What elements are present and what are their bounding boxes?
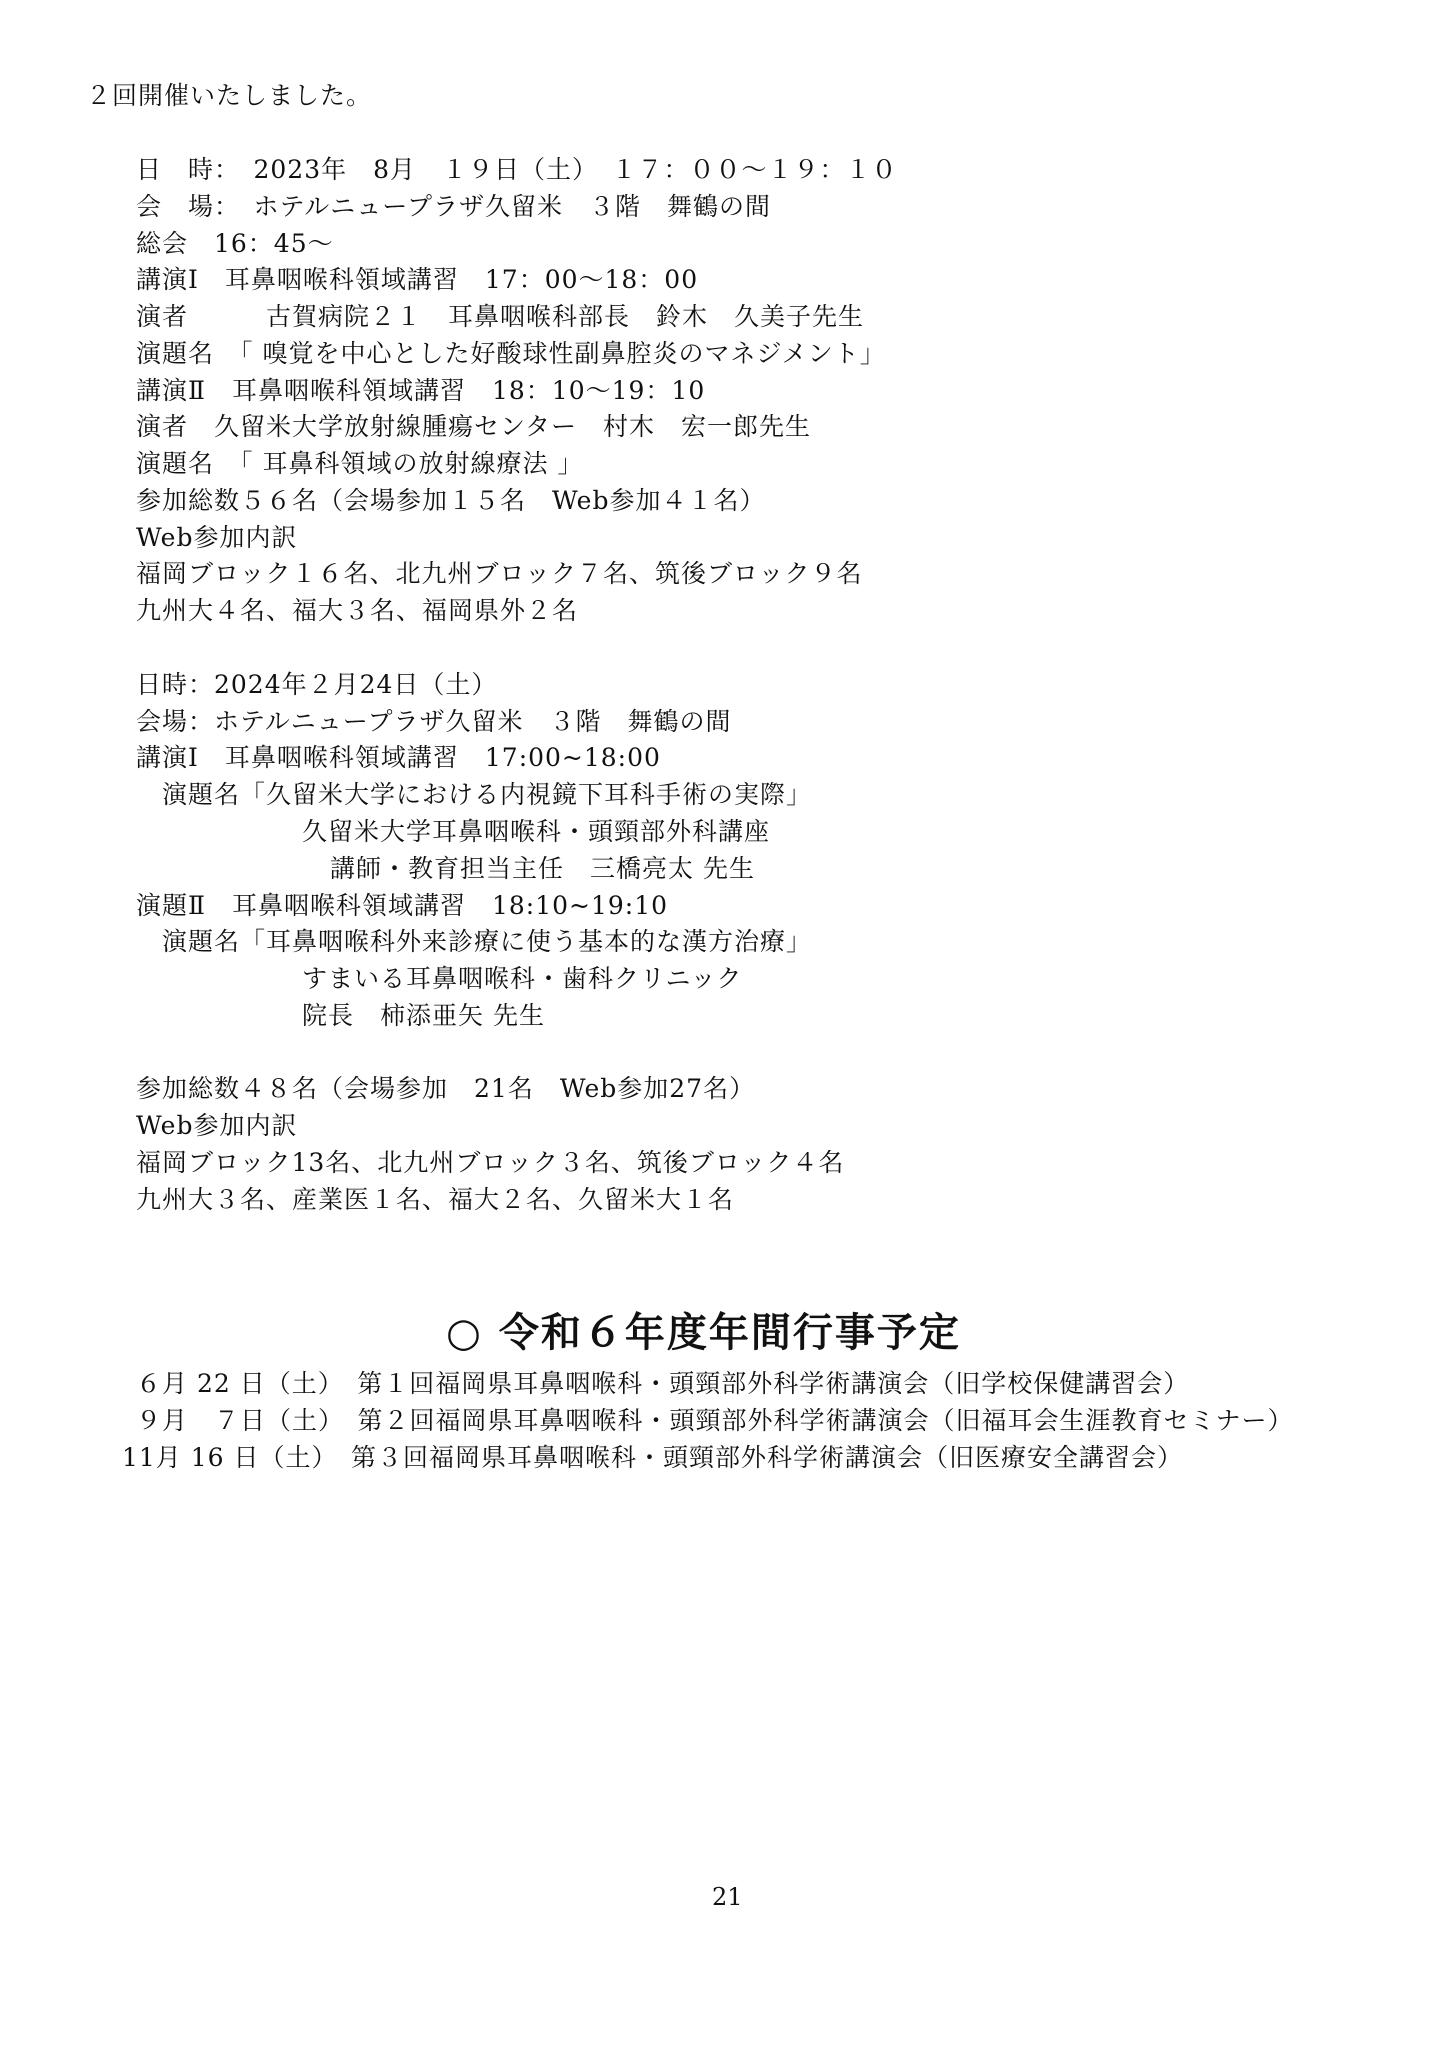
meeting1-web-breakdown-1: 福岡ブロック１６名、北九州ブロック７名、筑後ブロック９名	[136, 559, 863, 588]
schedule-item: ９月 ７日（土） 第２回福岡県耳鼻咽喉科・頭頸部外科学術講演会（旧福耳会生涯教育セミナー）	[136, 1406, 1294, 1435]
meeting2-affiliation1: 久留米大学耳鼻咽喉科・頭頸部外科講座	[302, 817, 771, 846]
meeting1-web-breakdown-2: 九州大４名、福大３名、福岡県外２名	[136, 596, 579, 625]
meeting1-total: 参加総数５６名（会場参加１５名 Web参加４１名）	[136, 486, 766, 515]
meeting2-speaker2: 院長 柿添亜矢 先生	[302, 1001, 545, 1030]
meeting1-lecture2: 講演Ⅱ 耳鼻咽喉科領域講習 18：10～19：10	[136, 376, 706, 405]
page-number: 21	[712, 1883, 743, 1911]
meeting1-general-meeting: 総会 16：45～	[136, 229, 334, 258]
meeting1-speaker1: 演者 古賀病院２１ 耳鼻咽喉科部長 鈴木 久美子先生	[136, 302, 865, 331]
meeting2-affiliation2: すまいる耳鼻咽喉科・歯科クリニック	[302, 964, 743, 993]
schedule-item: ６月 22 日（土） 第１回福岡県耳鼻咽喉科・頭頸部外科学術講演会（旧学校保健講習会）	[136, 1369, 1190, 1398]
meeting2-web-breakdown-label: Web参加内訳	[136, 1111, 298, 1140]
meeting2-web-breakdown-1: 福岡ブロック13名、北九州ブロック３名、筑後ブロック４名	[136, 1148, 845, 1177]
meeting1-web-breakdown-label: Web参加内訳	[136, 523, 298, 552]
meeting2-lecture1: 講演Ⅰ 耳鼻咽喉科領域講習 17:00~18:00	[136, 743, 661, 772]
schedule-item: 11月 16 日（土） 第３回福岡県耳鼻咽喉科・頭頸部外科学術講演会（旧医療安全講習会）	[122, 1443, 1184, 1472]
meeting2-title2: 演題名「耳鼻咽喉科外来診療に使う基本的な漢方治療」	[162, 927, 813, 956]
meeting2-title1: 演題名「久留米大学における内視鏡下耳科手術の実際」	[162, 780, 813, 809]
meeting2-lecture2: 演題Ⅱ 耳鼻咽喉科領域講習 18:10~19:10	[136, 891, 669, 920]
meeting2-venue: 会場：ホテルニュープラザ久留米 ３階 舞鶴の間	[136, 707, 732, 736]
meeting2-speaker1: 講師・教育担当主任 三橋亮太 先生	[330, 854, 755, 883]
meeting2-total: 参加総数４８名（会場参加 21名 Web参加27名）	[136, 1074, 756, 1103]
meeting1-speaker2: 演者 久留米大学放射線腫瘍センター 村木 宏一郎先生	[136, 412, 812, 441]
meeting2-datetime: 日時：2024年２月24日（土）	[136, 670, 498, 699]
meeting1-title2: 演題名 「 耳鼻科領域の放射線療法 」	[136, 449, 584, 478]
meeting1-lecture1: 講演Ⅰ 耳鼻咽喉科領域講習 17：00～18：00	[136, 265, 699, 294]
schedule-heading: ○ 令和６年度年間行事予定	[446, 1310, 961, 1356]
meeting1-title1: 演題名 「 嗅覚を中心とした好酸球性副鼻腔炎のマネジメント」	[136, 339, 886, 368]
intro-text: ２回開催いたしました。	[86, 81, 373, 110]
meeting1-venue: 会 場： ホテルニュープラザ久留米 ３階 舞鶴の間	[136, 192, 772, 221]
meeting2-web-breakdown-2: 九州大３名、産業医１名、福大２名、久留米大１名	[136, 1185, 735, 1214]
meeting1-datetime: 日 時： 2023年 8月 １９日（土） １７：００～１９：１０	[136, 155, 898, 184]
